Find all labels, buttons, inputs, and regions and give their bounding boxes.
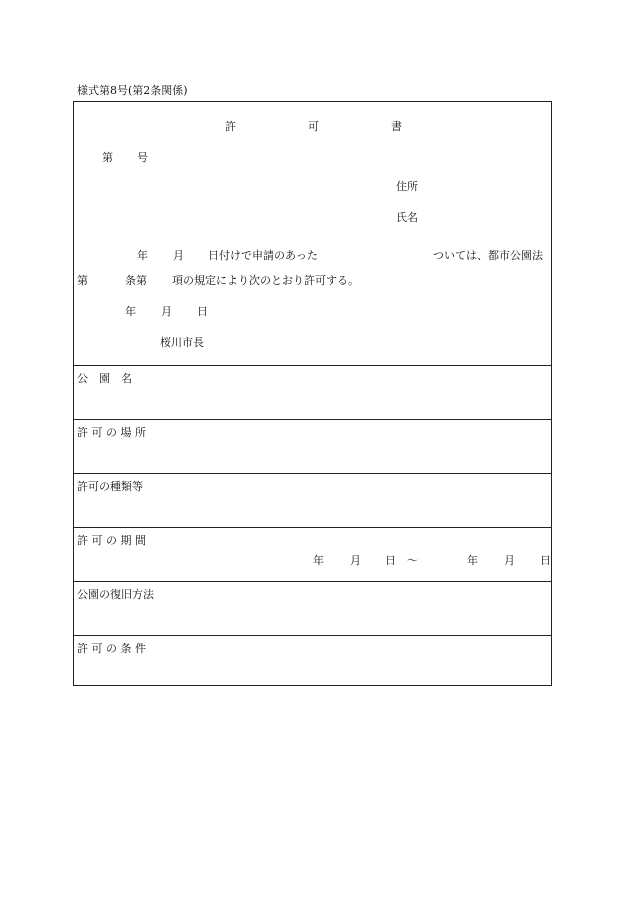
row-divider bbox=[74, 473, 551, 474]
name-label: 氏名 bbox=[396, 211, 418, 224]
issue-day: 日 bbox=[197, 305, 208, 318]
park-name-label: 公 園 名 bbox=[77, 372, 132, 385]
title-char-2: 可 bbox=[308, 120, 319, 133]
body-month: 月 bbox=[173, 249, 184, 262]
restoration-method-label: 公園の復旧方法 bbox=[77, 588, 154, 601]
permit-conditions-label: 許 可 の 条 件 bbox=[77, 642, 146, 655]
period-from-month: 月 bbox=[350, 554, 361, 567]
permit-type-label: 許可の種類等 bbox=[77, 480, 143, 493]
body-about-text: ついては、都市公園法 bbox=[433, 249, 543, 262]
issue-month: 月 bbox=[161, 305, 172, 318]
period-from-day: 日 bbox=[385, 554, 396, 567]
permit-period-label: 許 可 の 期 間 bbox=[77, 534, 146, 547]
issuer-name: 桜川市長 bbox=[160, 336, 204, 349]
period-to-year: 年 bbox=[467, 554, 478, 567]
row-divider bbox=[74, 581, 551, 582]
permit-form bbox=[73, 101, 552, 686]
title-char-1: 許 bbox=[225, 120, 236, 133]
row-divider bbox=[74, 635, 551, 636]
period-from-year: 年 bbox=[313, 554, 324, 567]
body-year: 年 bbox=[137, 249, 148, 262]
address-label: 住所 bbox=[396, 180, 418, 193]
provision-text: 項の規定により次のとおり許可する。 bbox=[172, 274, 359, 287]
period-to-month: 月 bbox=[504, 554, 515, 567]
row-divider bbox=[74, 365, 551, 366]
form-number-label: 様式第8号(第2条関係) bbox=[77, 84, 188, 97]
article-prefix: 第 bbox=[77, 274, 88, 287]
article-text: 条第 bbox=[125, 274, 147, 287]
period-tilde: ～ bbox=[407, 554, 418, 567]
number-suffix: 号 bbox=[137, 151, 148, 164]
row-divider bbox=[74, 419, 551, 420]
body-dated-text: 日付けで申請のあった bbox=[208, 249, 318, 262]
title-char-3: 書 bbox=[391, 120, 402, 133]
row-divider bbox=[74, 527, 551, 528]
permit-location-label: 許 可 の 場 所 bbox=[77, 426, 146, 439]
number-prefix: 第 bbox=[102, 151, 113, 164]
period-to-day: 日 bbox=[540, 554, 551, 567]
issue-year: 年 bbox=[125, 305, 136, 318]
